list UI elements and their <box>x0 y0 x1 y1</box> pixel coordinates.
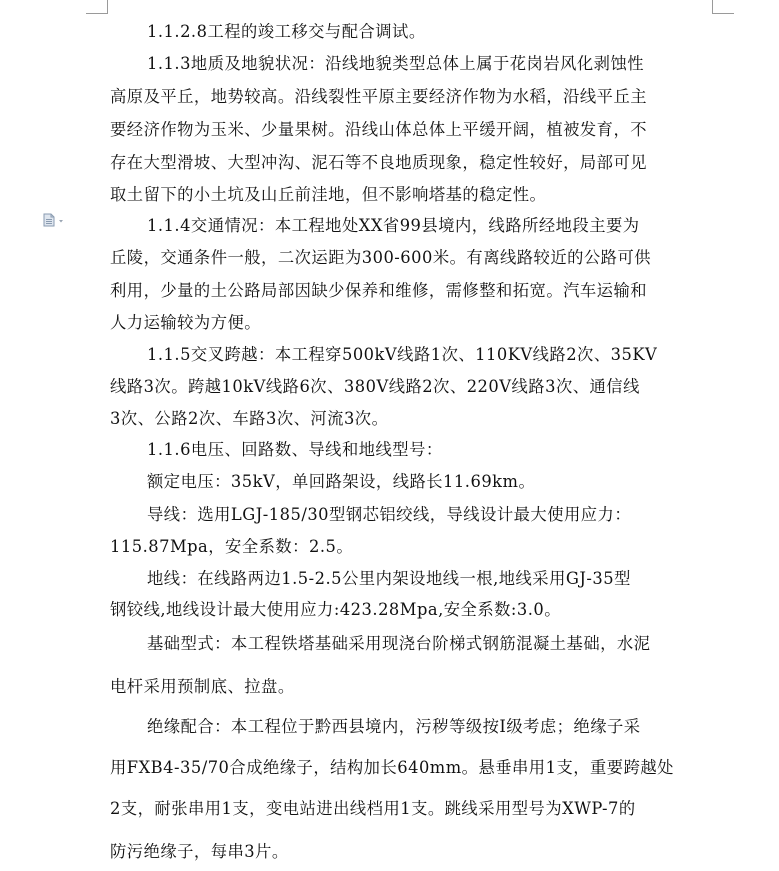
text-line: 取土留下的小土坑及山丘前洼地，但不影响塔基的稳定性。 <box>110 185 547 204</box>
text-line: 人力运输较为方便。 <box>110 313 262 332</box>
text-line: 3次、公路2次、车路3次、河流3次。 <box>110 409 389 428</box>
text-line: 地线：在线路两边1.5-2.5公里内架设地线一根,地线采用GJ-35型 <box>147 569 631 588</box>
text-line: 电杆采用预制底、拉盘。 <box>110 677 295 696</box>
text-line: 额定电压：35kV，单回路架设，线路长11.69km。 <box>147 472 536 491</box>
crop-mark-top-left-horizontal <box>86 13 108 14</box>
text-line: 用FXB4-35/70合成绝缘子，结构加长640mm。悬垂串用1支，重要跨越处 <box>110 758 674 777</box>
text-line: 防污绝缘子，每串3片。 <box>110 842 289 861</box>
text-line: 1.1.2.8工程的竣工移交与配合调试。 <box>147 22 426 41</box>
text-line: 1.1.5交叉跨越：本工程穿500kV线路1次、110KV线路2次、35KV <box>147 345 658 364</box>
text-line: 导线：选用LGJ-185/30型钢芯铝绞线，导线设计最大使用应力： <box>147 505 632 524</box>
text-line: 115.87Mpa，安全系数：2.5。 <box>110 537 354 556</box>
crop-mark-top-right-vertical <box>712 0 713 14</box>
text-line: 2支，耐张串用1支，变电站进出线档用1支。跳线采用型号为XWP-7的 <box>110 799 636 818</box>
document-icon[interactable] <box>42 212 66 226</box>
text-line: 钢铰线,地线设计最大使用应力:423.28Mpa,安全系数:3.0。 <box>110 600 562 619</box>
text-line: 基础型式：本工程铁塔基础采用现浇台阶梯式钢筋混凝土基础，水泥 <box>147 634 651 653</box>
text-line: 线路3次。跨越10kV线路6次、380V线路2次、220V线路3次、通信线 <box>110 377 640 396</box>
text-line: 1.1.3地质及地貌状况：沿线地貌类型总体上属于花岗岩风化剥蚀性 <box>147 54 645 73</box>
text-line: 要经济作物为玉米、少量果树。沿线山体总体上平缓开阔，植被发育，不 <box>110 120 648 139</box>
crop-mark-top-right-horizontal <box>712 13 734 14</box>
text-line: 绝缘配合：本工程位于黔西县境内，污秽等级按I级考虑；绝缘子采 <box>147 717 641 736</box>
text-line: 1.1.6电压、回路数、导线和地线型号： <box>147 440 443 459</box>
crop-mark-top-left-vertical <box>107 0 108 14</box>
text-line: 丘陵，交通条件一般，二次运距为300-600米。有离线路较近的公路可供 <box>110 248 652 267</box>
text-line: 存在大型滑坡、大型冲沟、泥石等不良地质现象，稳定性较好，局部可见 <box>110 153 648 172</box>
text-line: 高原及平丘，地势较高。沿线裂性平原主要经济作物为水稻，沿线平丘主 <box>110 87 648 106</box>
text-line: 1.1.4交通情况：本工程地处XX省99县境内，线路所经地段主要为 <box>147 216 640 235</box>
text-line: 利用，少量的土公路局部因缺少保养和维修，需修整和拓宽。汽车运输和 <box>110 281 648 300</box>
